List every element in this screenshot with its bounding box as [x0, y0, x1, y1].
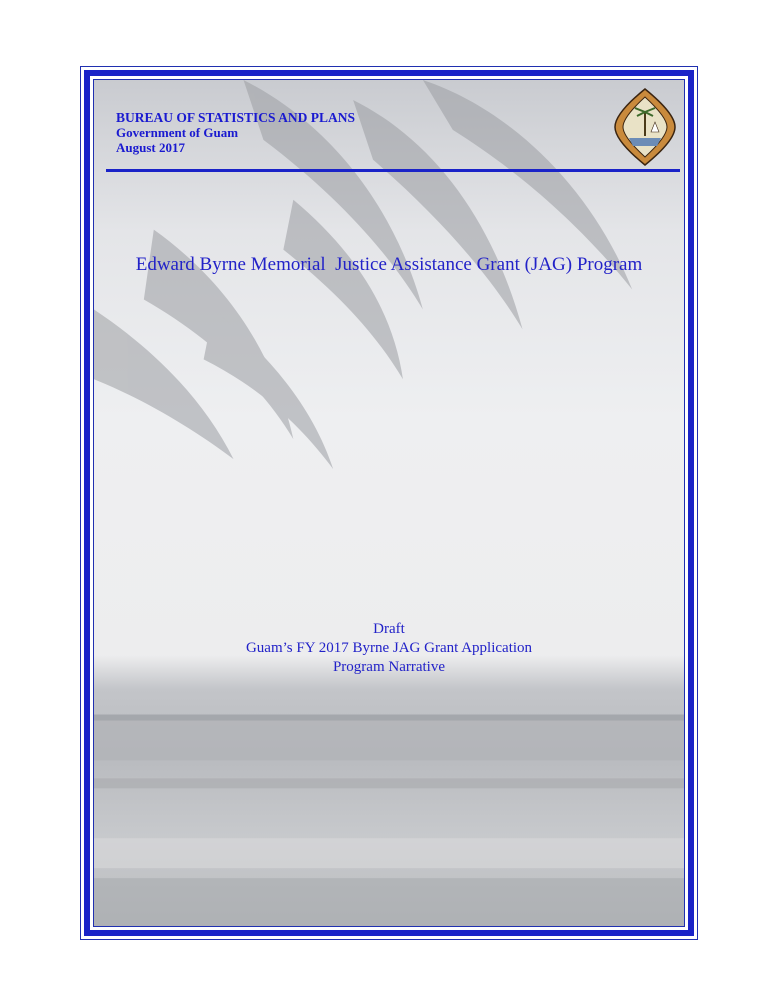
background-photo — [94, 80, 684, 926]
narrative-label: Program Narrative — [332, 659, 446, 675]
cover-page — [93, 79, 685, 927]
header-divider — [106, 169, 680, 172]
draft-label: Draft — [373, 621, 405, 637]
application-label: Guam’s FY 2017 Byrne JAG Grant Application — [245, 640, 533, 656]
agency-name: BUREAU OF STATISTICS AND PLANS — [116, 110, 356, 125]
document-subtitle — [94, 620, 684, 677]
document-title: Edward Byrne Memorial Justice Assistance Grant (JAG) Program — [135, 254, 643, 275]
document-date: August 2017 — [116, 140, 185, 155]
government-name: Government of Guam — [116, 125, 239, 140]
header-block — [116, 110, 355, 155]
guam-seal-icon — [614, 88, 676, 166]
